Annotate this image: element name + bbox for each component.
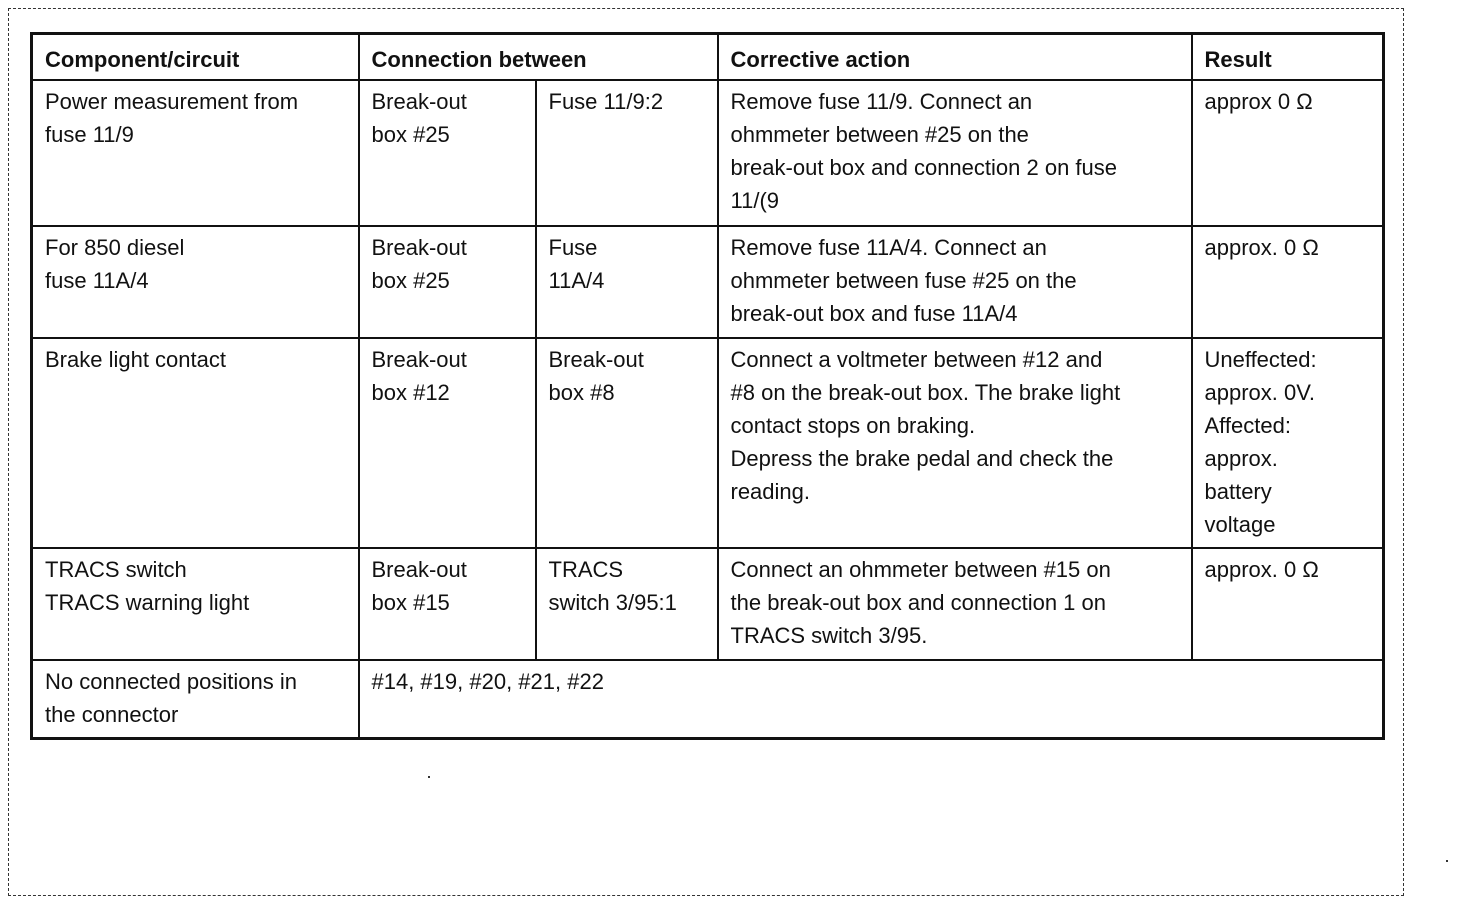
cell-result: approx 0 Ω [1192,80,1384,226]
cell-result: approx. 0 Ω [1192,548,1384,660]
header-action: Corrective action [718,34,1192,81]
cell-component: For 850 diesel fuse 11A/4 [32,226,359,338]
header-connection: Connection between [359,34,718,81]
cell-action: Connect an ohmmeter between #15 on the break-out box and connection 1 on TRACS switch 3/95. [718,548,1192,660]
table-row [32,548,1384,660]
cell-component: Power measurement from fuse 11/9 [32,80,359,226]
cell-connection-from: Break-out box #12 [359,338,536,548]
table-row [32,226,1384,338]
cell-connection-to: Fuse 11A/4 [536,226,718,338]
table-row [32,80,1384,226]
cell-connection-from: Break-out box #25 [359,226,536,338]
scan-speck [1446,860,1448,862]
table-header-row [32,34,1384,81]
cell-connection-from: Break-out box #15 [359,548,536,660]
diagnostic-table [30,32,1385,740]
cell-connection-to: Fuse 11/9:2 [536,80,718,226]
cell-unconnected-positions: #14, #19, #20, #21, #22 [359,660,1384,739]
header-component: Component/circuit [32,34,359,81]
scan-speck [428,776,430,778]
cell-action: Connect a voltmeter between #12 and #8 on the break-out box. The brake light contact stops on braking. Depress the brake pedal and check the reading. [718,338,1192,548]
header-result: Result [1192,34,1384,81]
cell-result: approx. 0 Ω [1192,226,1384,338]
cell-action: Remove fuse 11/9. Connect an ohmmeter between #25 on the break-out box and connection 2 on fuse 11/(9 [718,80,1192,226]
cell-result: Uneffected: approx. 0V. Affected: approx. battery voltage [1192,338,1384,548]
table-row [32,338,1384,548]
cell-connection-to: TRACS switch 3/95:1 [536,548,718,660]
cell-component: Brake light contact [32,338,359,548]
cell-connection-from: Break-out box #25 [359,80,536,226]
cell-unconnected-label: No connected positions in the connector [32,660,359,739]
cell-connection-to: Break-out box #8 [536,338,718,548]
table-row-unconnected [32,660,1384,739]
cell-component: TRACS switch TRACS warning light [32,548,359,660]
cell-action: Remove fuse 11A/4. Connect an ohmmeter between fuse #25 on the break-out box and fuse 11A/4 [718,226,1192,338]
